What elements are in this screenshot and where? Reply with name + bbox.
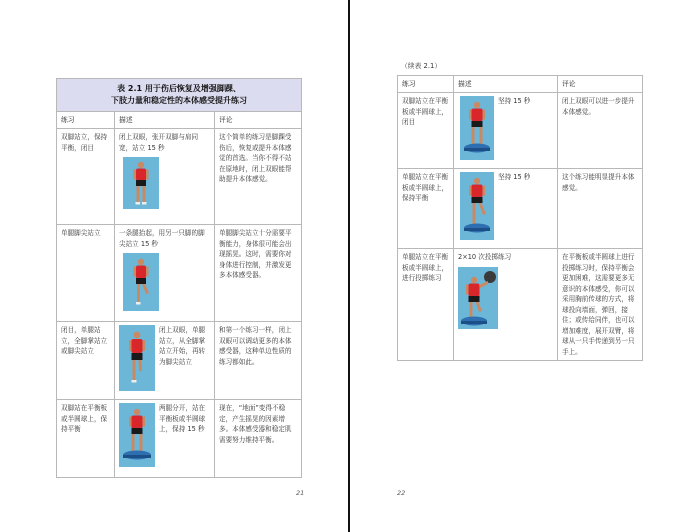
description-cell — [115, 129, 215, 225]
header-exercise: 练习 — [57, 112, 115, 129]
book-spine — [348, 0, 350, 532]
table-row — [398, 93, 643, 169]
comment-cell: 单腿脚尖站立十分需要平衡能力，身体很可能会出现摇晃。这时，需要你对身体进行控制，并激发更多本体感受器。 — [215, 225, 302, 322]
exercise-cell: 单腿站立在平衡板或半圆球上，保持平衡 — [398, 169, 454, 249]
comment-cell: 闭上双眼可以进一步提升本体感觉。 — [558, 93, 643, 169]
page-number: 22 — [397, 489, 406, 497]
exercise-table-left — [56, 78, 302, 478]
table-title-line2: 下肢力量和稳定性的本体感受提升练习 — [111, 96, 248, 105]
exercise-cell: 闭目，单腿站立，全脚掌站立或脚尖站立 — [57, 322, 115, 400]
exercise-photo — [119, 325, 155, 391]
comment-cell: 在平衡板或半圆球上进行投掷练习时，保持平衡会更加困难，这需要更多无意识的本体感受，你可以采用胸前传球的方式，将球投向墙面，弹回，接住；或传给同伴，也可以增加难度，展开双臂，将球从一只手传递到另一只手上。 — [558, 249, 643, 361]
exercise-photo — [123, 253, 159, 311]
description-cell — [454, 249, 558, 361]
description-cell — [454, 169, 558, 249]
comment-cell: 和第一个练习一样，闭上双眼可以调动更多的本体感受器，这种单边性质的练习都如此。 — [215, 322, 302, 400]
page-number: 21 — [296, 489, 305, 497]
comment-cell: 现在，“地面”变得不稳定，产生摇晃的因素增多。本体感受器和稳定肌需要努力维持平衡。 — [215, 400, 302, 478]
table-row — [57, 322, 302, 400]
description-cell — [115, 400, 215, 478]
description-text: 坚持 15 秒 — [498, 173, 531, 181]
description-text: 闭上双眼，单腿站立，从全脚掌站立开始，再转为脚尖站立 — [159, 326, 206, 366]
table-row — [57, 225, 302, 322]
table-row — [398, 249, 643, 361]
description-text: 两腿分开，站在平衡板或半圆球上，保持 15 秒 — [159, 404, 206, 433]
exercise-cell: 单腿脚尖站立 — [57, 225, 115, 322]
header-comment: 评论 — [215, 112, 302, 129]
exercise-photo — [119, 403, 155, 467]
table-row — [57, 129, 302, 225]
exercise-cell: 单腿站立在平衡板或半圆球上，进行投掷练习 — [398, 249, 454, 361]
description-cell — [115, 322, 215, 400]
exercise-photo — [458, 267, 498, 329]
description-text: 坚持 15 秒 — [498, 97, 531, 105]
table-header-row — [57, 112, 302, 129]
exercise-cell: 双脚站立在平衡板或半圆球上，闭目 — [398, 93, 454, 169]
header-comment: 评论 — [558, 76, 643, 93]
exercise-table-right — [397, 75, 643, 361]
exercise-cell: 双脚站立，保持平衡，闭目 — [57, 129, 115, 225]
description-text: 一条腿抬起，用另一只脚的脚尖站立 15 秒 — [119, 229, 205, 248]
exercise-cell: 双脚站在平衡板或半圆球上，保持平衡 — [57, 400, 115, 478]
header-description: 描述 — [115, 112, 215, 129]
header-exercise: 练习 — [398, 76, 454, 93]
description-text: 闭上双眼，张开双脚与肩同宽，站立 15 秒 — [119, 133, 199, 152]
exercise-photo — [123, 157, 159, 209]
comment-cell: 这个练习能明显提升本体感觉。 — [558, 169, 643, 249]
description-cell — [454, 93, 558, 169]
table-header-row — [398, 76, 643, 93]
exercise-photo — [460, 172, 494, 240]
table-title — [57, 79, 302, 112]
table-row — [57, 400, 302, 478]
header-description: 描述 — [454, 76, 558, 93]
table-row — [398, 169, 643, 249]
description-cell — [115, 225, 215, 322]
comment-cell: 这个简单的练习是脚踝受伤后，恢复或提升本体感觉的首选。当你不得不站在原地时，闭上双眼能帮助提升本体感觉。 — [215, 129, 302, 225]
left-page — [0, 0, 348, 532]
description-text: 2×10 次投掷练习 — [458, 253, 512, 261]
table-title-line1: 表 2.1 用于伤后恢复及增强脚踝、 — [117, 84, 241, 93]
exercise-photo — [460, 96, 494, 160]
continued-label: （续表 2.1） — [401, 62, 442, 70]
